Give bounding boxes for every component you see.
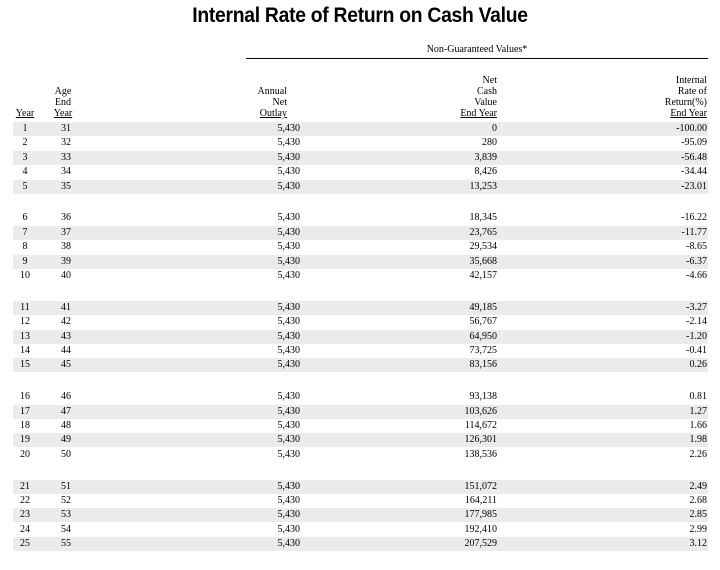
cell-annual-net-outlay: 5,430 [277, 137, 300, 149]
cell-irr: -6.37 [686, 255, 707, 267]
cell-year: 23 [20, 509, 30, 521]
cell-irr: -34.44 [681, 166, 707, 178]
cell-year: 21 [20, 480, 30, 492]
cell-irr: 1.27 [689, 405, 707, 417]
table-row [13, 301, 708, 315]
cell-annual-net-outlay: 5,430 [277, 123, 300, 134]
cell-net-cash-value: 114,672 [464, 420, 497, 431]
table-row [13, 330, 708, 344]
cell-irr: 1.66 [689, 420, 707, 431]
cell-annual-net-outlay: 5,430 [277, 226, 300, 238]
cell-net-cash-value: 192,410 [464, 523, 497, 535]
cell-year: 3 [22, 151, 28, 163]
cell-year: 15 [20, 359, 30, 371]
cell-age: 40 [61, 270, 71, 281]
table-row [13, 165, 708, 179]
cell-year: 19 [20, 434, 30, 446]
table-row [13, 136, 708, 150]
cell-irr: 2.85 [689, 509, 707, 521]
cell-net-cash-value: 42,157 [469, 270, 497, 281]
cell-age: 47 [61, 405, 71, 417]
cell-irr: -1.20 [686, 330, 707, 342]
cell-age: 44 [61, 345, 71, 356]
cell-year: 20 [20, 448, 30, 460]
table-row [13, 358, 708, 372]
cell-age: 42 [61, 316, 71, 328]
table-row [13, 537, 708, 551]
table-row [13, 494, 708, 508]
cell-irr: -11.77 [681, 226, 707, 238]
cell-year: 7 [22, 226, 28, 238]
cell-age: 39 [61, 255, 71, 267]
header-age: Age End Year [53, 86, 73, 119]
cell-annual-net-outlay: 5,430 [277, 180, 300, 192]
cell-irr: -2.14 [686, 316, 707, 328]
table-row [13, 226, 708, 240]
cell-age: 50 [61, 448, 71, 460]
cell-age: 32 [61, 137, 71, 149]
cell-irr: -23.01 [681, 180, 707, 192]
cell-irr: -95.09 [681, 137, 707, 149]
cell-annual-net-outlay: 5,430 [277, 151, 300, 163]
cell-irr: -3.27 [686, 301, 707, 313]
table-row [13, 151, 708, 165]
cell-irr: -100.00 [676, 123, 707, 134]
cell-year: 22 [20, 495, 30, 506]
cell-age: 31 [61, 123, 71, 134]
cell-year: 11 [20, 301, 30, 313]
cell-net-cash-value: 103,626 [464, 405, 497, 417]
header-annual-net-outlay: Annual Net Outlay [257, 86, 287, 119]
cell-net-cash-value: 23,765 [469, 226, 497, 238]
table-row [13, 315, 708, 329]
table-row [13, 255, 708, 269]
cell-annual-net-outlay: 5,430 [277, 270, 300, 281]
cell-annual-net-outlay: 5,430 [277, 448, 300, 460]
cell-age: 33 [61, 151, 71, 163]
cell-annual-net-outlay: 5,430 [277, 255, 300, 267]
cell-annual-net-outlay: 5,430 [277, 330, 300, 342]
cell-net-cash-value: 18,345 [469, 212, 497, 224]
cell-annual-net-outlay: 5,430 [277, 212, 300, 224]
cell-irr: -56.48 [681, 151, 707, 163]
cell-irr: 0.81 [689, 391, 707, 403]
cell-annual-net-outlay: 5,430 [277, 538, 300, 550]
cell-net-cash-value: 0 [492, 123, 497, 134]
table-row [13, 405, 708, 419]
cell-irr: 1.98 [689, 434, 707, 446]
cell-irr: 2.68 [689, 495, 707, 506]
cell-net-cash-value: 29,534 [469, 241, 497, 253]
cell-age: 52 [61, 495, 71, 506]
cell-year: 13 [20, 330, 30, 342]
cell-net-cash-value: 83,156 [469, 359, 497, 371]
cell-net-cash-value: 73,725 [469, 345, 497, 356]
cell-net-cash-value: 56,767 [469, 316, 497, 328]
cell-irr: 2.26 [689, 448, 707, 460]
cell-net-cash-value: 49,185 [469, 301, 497, 313]
cell-net-cash-value: 93,138 [469, 391, 497, 403]
page-title: Internal Rate of Return on Cash Value [192, 4, 528, 27]
cell-year: 4 [22, 166, 28, 178]
cell-annual-net-outlay: 5,430 [277, 480, 300, 492]
cell-annual-net-outlay: 5,430 [277, 391, 300, 403]
cell-age: 41 [61, 301, 71, 313]
cell-year: 8 [22, 241, 28, 253]
cell-net-cash-value: 13,253 [469, 180, 497, 192]
cell-age: 36 [61, 212, 71, 224]
group-header: Non-Guaranteed Values* [426, 44, 528, 55]
header-year: Year [15, 108, 35, 119]
cell-net-cash-value: 207,529 [464, 538, 497, 550]
cell-net-cash-value: 177,985 [464, 509, 497, 521]
cell-age: 34 [61, 166, 71, 178]
cell-annual-net-outlay: 5,430 [277, 166, 300, 178]
cell-net-cash-value: 3,839 [474, 151, 497, 163]
cell-net-cash-value: 8,426 [474, 166, 497, 178]
cell-year: 6 [22, 212, 28, 224]
cell-irr: -16.22 [681, 212, 707, 224]
cell-age: 45 [61, 359, 71, 371]
cell-year: 10 [20, 270, 30, 281]
cell-annual-net-outlay: 5,430 [277, 523, 300, 535]
cell-age: 48 [61, 420, 71, 431]
table-row [13, 180, 708, 194]
cell-year: 9 [22, 255, 28, 267]
cell-irr: 2.99 [689, 523, 707, 535]
cell-year: 12 [20, 316, 30, 328]
cell-year: 17 [20, 405, 30, 417]
cell-net-cash-value: 35,668 [469, 255, 497, 267]
table-row [13, 122, 708, 136]
cell-year: 5 [22, 180, 28, 192]
cell-age: 55 [61, 538, 71, 550]
cell-age: 46 [61, 391, 71, 403]
cell-irr: 2.49 [689, 480, 707, 492]
table-row [13, 240, 708, 254]
cell-net-cash-value: 151,072 [464, 480, 497, 492]
table-row [13, 419, 708, 433]
cell-year: 18 [20, 420, 30, 431]
cell-year: 24 [20, 523, 30, 535]
header-internal-rate-of-return: Internal Rate of Return(%) End Year [664, 75, 707, 119]
cell-irr: -4.66 [686, 270, 707, 281]
cell-irr: -0.41 [686, 345, 707, 356]
cell-net-cash-value: 126,301 [464, 434, 497, 446]
table-row [13, 508, 708, 522]
table-row [13, 448, 708, 462]
cell-age: 43 [61, 330, 71, 342]
cell-year: 16 [20, 391, 30, 403]
table-row [13, 344, 708, 358]
cell-age: 38 [61, 241, 71, 253]
cell-net-cash-value: 164,211 [464, 495, 497, 506]
cell-age: 54 [61, 523, 71, 535]
cell-net-cash-value: 138,536 [464, 448, 497, 460]
cell-annual-net-outlay: 5,430 [277, 241, 300, 253]
cell-annual-net-outlay: 5,430 [277, 301, 300, 313]
cell-age: 53 [61, 509, 71, 521]
cell-net-cash-value: 280 [482, 137, 497, 149]
cell-annual-net-outlay: 5,430 [277, 316, 300, 328]
table-row [13, 433, 708, 447]
cell-age: 49 [61, 434, 71, 446]
cell-annual-net-outlay: 5,430 [277, 405, 300, 417]
cell-age: 37 [61, 226, 71, 238]
table-row [13, 480, 708, 494]
cell-year: 25 [20, 538, 30, 550]
header-net-cash-value: Net Cash Value End Year [460, 75, 497, 119]
table-row [13, 523, 708, 537]
cell-year: 2 [22, 137, 28, 149]
cell-year: 1 [22, 123, 28, 134]
table-row [13, 211, 708, 225]
cell-annual-net-outlay: 5,430 [277, 434, 300, 446]
cell-annual-net-outlay: 5,430 [277, 359, 300, 371]
cell-age: 35 [61, 180, 71, 192]
cell-annual-net-outlay: 5,430 [277, 509, 300, 521]
cell-annual-net-outlay: 5,430 [277, 345, 300, 356]
table-row [13, 269, 708, 283]
cell-age: 51 [61, 480, 71, 492]
table-row [13, 390, 708, 404]
cell-irr: -8.65 [686, 241, 707, 253]
cell-irr: 3.12 [689, 538, 707, 550]
cell-annual-net-outlay: 5,430 [277, 420, 300, 431]
cell-irr: 0.26 [689, 359, 707, 371]
cell-year: 14 [20, 345, 30, 356]
cell-net-cash-value: 64,950 [469, 330, 497, 342]
cell-annual-net-outlay: 5,430 [277, 495, 300, 506]
